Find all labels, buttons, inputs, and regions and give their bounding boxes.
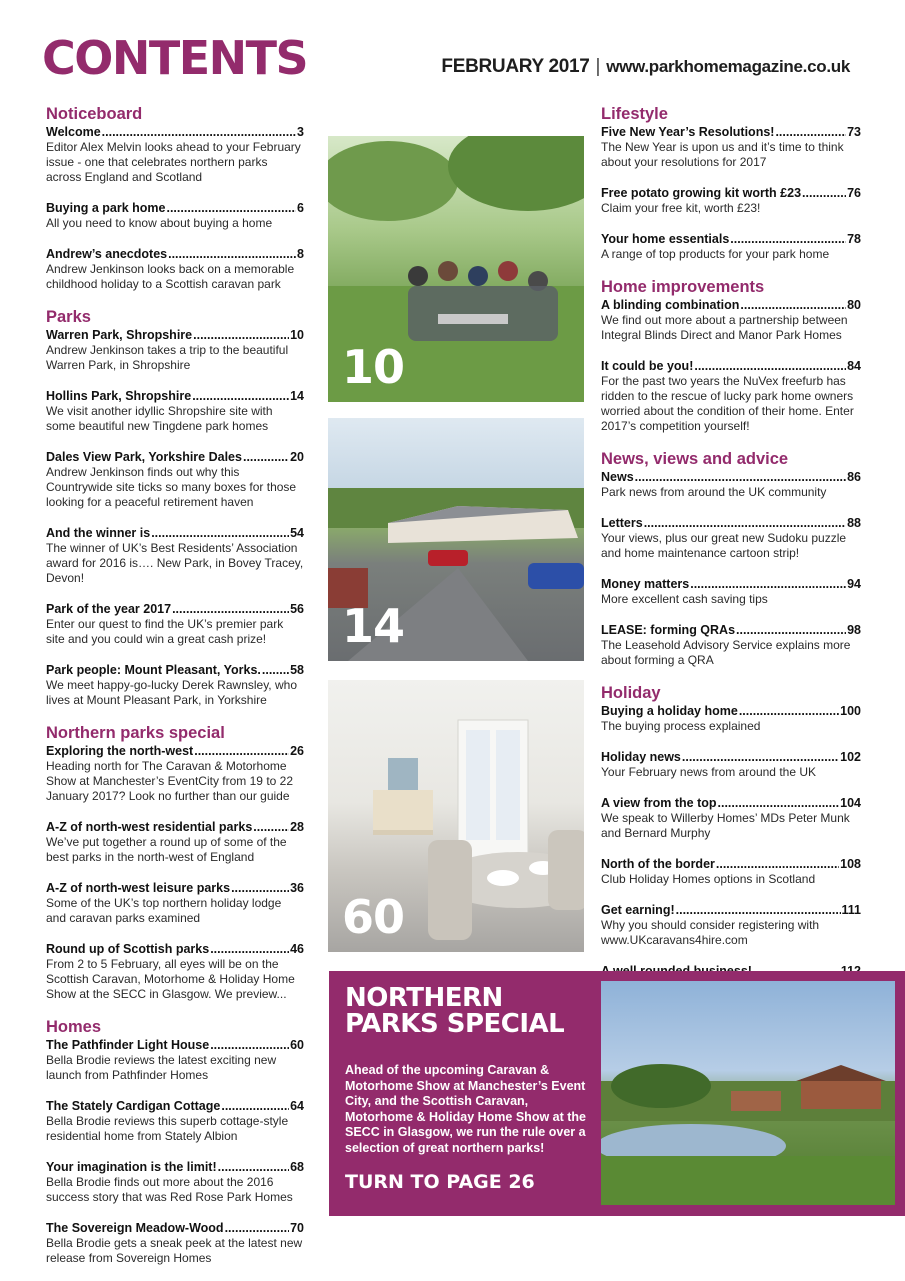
entry-title[interactable]: And the winner is [46, 526, 151, 540]
contents-entry-hollins-park-shropshire[interactable] [46, 388, 304, 434]
entry-title[interactable]: Money matters [601, 577, 690, 591]
entry-page-number[interactable]: 58 [290, 663, 304, 677]
section-parks [46, 307, 304, 708]
entry-title[interactable]: The Stately Cardigan Cottage [46, 1099, 221, 1113]
entry-page-number[interactable]: 26 [290, 744, 304, 758]
section-lifestyle [601, 104, 861, 262]
entry-page-number[interactable]: 68 [290, 1160, 304, 1174]
entry-head [46, 327, 304, 343]
entry-description: Andrew Jenkinson takes a trip to the beautiful Warren Park, in Shropshire [46, 343, 289, 372]
entry-head [601, 622, 861, 638]
contents-entry-the-stately-cardigan-cottage[interactable] [46, 1098, 304, 1144]
contents-entry-the-sovereign-meadow-wood[interactable] [46, 1220, 304, 1266]
contents-entry-get-earning[interactable] [601, 902, 861, 948]
leader-dots [102, 124, 296, 140]
banner-title: NORTHERN PARKS SPECIAL [345, 983, 565, 1039]
entry-page-number[interactable]: 28 [290, 820, 304, 834]
entry-description: We speak to Willerby Homes’ MDs Peter Munk and Bernard Murphy [601, 811, 850, 840]
entry-title[interactable]: News [601, 470, 634, 484]
contents-entry-your-home-essentials[interactable] [601, 231, 861, 262]
leader-dots [682, 749, 839, 765]
entry-head [601, 703, 861, 719]
leader-dots [694, 358, 846, 374]
leader-dots [730, 231, 846, 247]
lakeside-lodges-photo [601, 981, 895, 1205]
issue-separator: | [595, 56, 601, 77]
contents-entry-buying-a-park-home[interactable] [46, 200, 304, 231]
entry-title[interactable]: A-Z of north-west residential parks [46, 820, 253, 834]
entry-head [601, 856, 861, 872]
entry-head [46, 941, 304, 957]
leader-dots [151, 525, 289, 541]
contents-entry-a-z-of-north-west-residential-parks[interactable] [46, 819, 304, 865]
entry-page-number[interactable]: 98 [847, 623, 861, 637]
northern-parks-special-banner[interactable] [329, 971, 905, 1216]
entry-page-number[interactable]: 8 [297, 247, 304, 261]
leader-dots [221, 1098, 289, 1114]
entry-head [46, 1159, 304, 1175]
entry-head [46, 388, 304, 404]
section-heading: Parks [46, 308, 91, 326]
entry-title[interactable]: It could be you! [601, 359, 694, 373]
entry-head [46, 1098, 304, 1114]
contents-entry-letters[interactable] [601, 515, 861, 561]
entry-description: We visit another idyllic Shropshire site with some beautiful new Tingdene park homes [46, 404, 273, 433]
entry-head [46, 880, 304, 896]
entry-page-number[interactable]: 56 [290, 602, 304, 616]
leader-dots [690, 576, 846, 592]
leader-dots [644, 515, 846, 531]
section-holiday [601, 683, 861, 1009]
entry-title[interactable]: Your home essentials [601, 232, 730, 246]
entry-page-number[interactable]: 108 [840, 857, 861, 871]
entry-head [46, 662, 304, 678]
contents-entry-holiday-news[interactable] [601, 749, 861, 780]
leader-dots [740, 297, 846, 313]
leader-dots [736, 622, 846, 638]
leader-dots [243, 449, 289, 465]
entry-head [46, 246, 304, 262]
contents-entry-warren-park-shropshire[interactable] [46, 327, 304, 373]
entry-description: The Leasehold Advisory Service explains more about forming a QRA [601, 638, 851, 667]
photo-pathfinder-light-house[interactable] [328, 680, 584, 952]
entry-description: We meet happy-go-lucky Derek Rawnsley, who lives at Mount Pleasant Park, in Yorkshire [46, 678, 297, 707]
entry-description: Bella Brodie reviews this superb cottage-style residential home from Stately Albion [46, 1114, 289, 1143]
entry-head [601, 795, 861, 811]
entry-head [601, 124, 861, 140]
entry-title[interactable]: The Sovereign Meadow-Wood [46, 1221, 224, 1235]
entry-description: Editor Alex Melvin looks ahead to your February issue - one that celebrates northern parks across England and Scotland [46, 140, 301, 184]
entry-page-number[interactable]: 36 [290, 881, 304, 895]
entry-title[interactable]: LEASE: forming QRAs [601, 623, 736, 637]
entry-description: Bella Brodie finds out more about the 2016 success story that was Red Rose Park Homes [46, 1175, 293, 1204]
entry-title[interactable]: Warren Park, Shropshire [46, 328, 193, 342]
section-heading: Home improvements [601, 278, 765, 296]
leader-dots [262, 662, 289, 678]
leader-dots [192, 388, 289, 404]
entry-page-number[interactable]: 88 [847, 516, 861, 530]
entry-page-number[interactable]: 54 [290, 526, 304, 540]
entry-title[interactable]: Park of the year 2017 [46, 602, 172, 616]
entry-head [46, 124, 304, 140]
entry-title[interactable]: A blinding combination [601, 298, 740, 312]
leader-dots [716, 856, 839, 872]
entry-description: The winner of UK’s Best Residents’ Association award for 2016 is…. New Park, in Bovey Tracey, Devon! [46, 541, 304, 585]
contents-entry-dales-view-park-yorkshire-dales[interactable] [46, 449, 304, 510]
entry-page-number[interactable]: 78 [847, 232, 861, 246]
leader-dots [172, 601, 289, 617]
leader-dots [225, 1220, 290, 1236]
section-home-improvements [601, 277, 861, 434]
entry-description: The buying process explained [601, 719, 761, 733]
entry-description: From 2 to 5 February, all eyes will be on the Scottish Caravan, Motorhome & Holiday Home Show at the SECC in Glasgow. We preview... [46, 957, 295, 1001]
entry-head [46, 525, 304, 541]
entry-title[interactable]: The Pathfinder Light House [46, 1038, 210, 1052]
contents-entry-exploring-the-north-west[interactable] [46, 743, 304, 804]
entry-description: Club Holiday Homes options in Scotland [601, 872, 816, 886]
section-heading: Holiday [601, 684, 661, 702]
contents-entry-welcome[interactable] [46, 124, 304, 185]
contents-entry-your-imagination-is-the-limit[interactable] [46, 1159, 304, 1205]
leader-dots [231, 880, 289, 896]
leader-dots [676, 902, 841, 918]
entry-page-number[interactable]: 46 [290, 942, 304, 956]
leader-dots [166, 200, 296, 216]
entry-page-number[interactable]: 6 [297, 201, 304, 215]
contents-entry-a-blinding-combination[interactable] [601, 297, 861, 343]
contents-left-column [46, 98, 304, 1281]
section-heading: Noticeboard [46, 105, 143, 123]
entry-title[interactable]: Buying a holiday home [601, 704, 738, 718]
contents-entry-a-view-from-the-top[interactable] [601, 795, 861, 841]
entry-page-number[interactable]: 64 [290, 1099, 304, 1113]
entry-page-number[interactable]: 104 [840, 796, 861, 810]
entry-page-number[interactable]: 73 [847, 125, 861, 139]
photo-hollins-park[interactable] [328, 418, 584, 661]
entry-page-number[interactable]: 14 [290, 389, 304, 403]
photo1-page-number: 10 [342, 340, 405, 394]
entry-title[interactable]: A view from the top [601, 796, 717, 810]
leader-dots [775, 124, 846, 140]
entry-title[interactable]: Round up of Scottish parks [46, 942, 210, 956]
entry-head [601, 297, 861, 313]
contents-entry-lease-forming-qras[interactable] [601, 622, 861, 668]
contents-entry-park-of-the-year-2017[interactable] [46, 601, 304, 647]
entry-head [46, 200, 304, 216]
entry-description: More excellent cash saving tips [601, 592, 768, 606]
entry-page-number[interactable]: 80 [847, 298, 861, 312]
entry-head [601, 576, 861, 592]
entry-description: Heading north for The Caravan & Motorhome Show at Manchester’s EventCity from 19 to 22 January 2017? Look no further than our guide [46, 759, 294, 803]
issue-info [441, 56, 850, 78]
section-noticeboard [46, 104, 304, 292]
contents-entry-five-new-year-s-resolutions[interactable] [601, 124, 861, 170]
entry-title[interactable]: A-Z of north-west leisure parks [46, 881, 231, 895]
contents-entry-the-pathfinder-light-house[interactable] [46, 1037, 304, 1083]
section-heading: Homes [46, 1018, 102, 1036]
contents-entry-round-up-of-scottish-parks[interactable] [46, 941, 304, 1002]
photo3-page-number: 60 [342, 890, 405, 944]
contents-entry-andrew-s-anecdotes[interactable] [46, 246, 304, 292]
entry-page-number[interactable]: 102 [840, 750, 861, 764]
leader-dots [210, 1037, 289, 1053]
entry-description: We find out more about a partnership between Integral Blinds Direct and Manor Park Homes [601, 313, 848, 342]
section-heading: Northern parks special [46, 724, 225, 742]
contents-entry-north-of-the-border[interactable] [601, 856, 861, 887]
entry-head [46, 1220, 304, 1236]
entry-title[interactable]: Park people: Mount Pleasant, Yorks. [46, 663, 261, 677]
entry-description: Bella Brodie reviews the latest exciting new launch from Pathfinder Homes [46, 1053, 277, 1082]
entry-page-number[interactable]: 86 [847, 470, 861, 484]
entry-title[interactable]: Five New Year’s Resolutions! [601, 125, 775, 139]
entry-description: Your views, plus our great new Sudoku puzzle and home maintenance cartoon strip! [601, 531, 847, 560]
entry-description: Andrew Jenkinson finds out why this Countrywide site ticks so many boxes for those looking for a peaceful retirement haven [46, 465, 297, 509]
photo2-page-number: 14 [342, 599, 405, 653]
entry-title[interactable]: Get earning! [601, 903, 675, 917]
entry-head [46, 601, 304, 617]
entry-head [601, 185, 861, 201]
entry-page-number[interactable]: 3 [297, 125, 304, 139]
contents-entry-a-z-of-north-west-leisure-parks[interactable] [46, 880, 304, 926]
entry-head [46, 743, 304, 759]
entry-description: A range of top products for your park home [601, 247, 830, 261]
issue-date: FEBRUARY 2017 [441, 56, 590, 77]
contents-entry-news[interactable] [601, 469, 861, 500]
entry-title[interactable]: North of the border [601, 857, 715, 871]
entry-page-number[interactable]: 60 [290, 1038, 304, 1052]
leader-dots [168, 246, 296, 262]
leader-dots [718, 795, 840, 811]
banner-cta[interactable]: TURN TO PAGE 26 [345, 1171, 535, 1193]
entry-description: Andrew Jenkinson looks back on a memorable childhood holiday to a Scottish caravan park [46, 262, 295, 291]
contents-entry-and-the-winner-is[interactable] [46, 525, 304, 586]
section-news-views-advice [601, 449, 861, 668]
entry-page-number[interactable]: 111 [841, 903, 861, 917]
entry-description: Why you should consider registering with www.UKcaravans4hire.com [601, 918, 820, 947]
entry-description: Claim your free kit, worth £23! [601, 201, 761, 215]
entry-title[interactable]: Buying a park home [46, 201, 166, 215]
leader-dots [194, 743, 289, 759]
entry-title[interactable]: Andrew’s anecdotes [46, 247, 168, 261]
entry-description: Some of the UK’s top northern holiday lodge and caravan parks examined [46, 896, 282, 925]
entry-description: Your February news from around the UK [601, 765, 816, 779]
entry-head [46, 449, 304, 465]
leader-dots [635, 469, 846, 485]
contents-entry-free-potato-growing-kit-worth-23[interactable] [601, 185, 861, 216]
entry-title[interactable]: Dales View Park, Yorkshire Dales [46, 450, 242, 464]
entry-description: For the past two years the NuVex freefurb has ridden to the rescue of lucky park home owners worried about the condition of their home. Enter 2017’s competition yourself! [601, 374, 854, 433]
leader-dots [802, 185, 846, 201]
banner-photo-lakeside-park [601, 981, 895, 1205]
section-heading: News, views and advice [601, 450, 789, 468]
entry-description: All you need to know about buying a home [46, 216, 273, 230]
entry-description: The New Year is upon us and it’s time to think about your resolutions for 2017 [601, 140, 844, 169]
contents-entry-money-matters[interactable] [601, 576, 861, 607]
entry-title[interactable]: Free potato growing kit worth £23 [601, 186, 802, 200]
entry-head [46, 1037, 304, 1053]
leader-dots [253, 819, 289, 835]
entry-title[interactable]: Your imagination is the limit! [46, 1160, 217, 1174]
entry-description: Park news from around the UK community [601, 485, 827, 499]
contents-right-column [601, 98, 861, 1024]
section-northern-parks [46, 723, 304, 1002]
entry-head [601, 902, 861, 918]
entry-head [601, 358, 861, 374]
section-heading: Lifestyle [601, 105, 668, 123]
entry-head [601, 231, 861, 247]
banner-description: Ahead of the upcoming Caravan & Motorhome Show at Manchester’s Event City, and the Scottish Caravan, Motorhome & Holiday Home Show at the SECC in Glasgow, we run the rule over a selection of great northern parks! [345, 1063, 586, 1155]
page-title: CONTENTS [42, 31, 308, 85]
entry-title[interactable]: Letters [601, 516, 643, 530]
entry-description: We’ve put together a round up of some of the best parks in the north-west of England [46, 835, 287, 864]
entry-page-number[interactable]: 70 [290, 1221, 304, 1235]
contents-entry-it-could-be-you[interactable] [601, 358, 861, 434]
section-homes [46, 1017, 304, 1266]
entry-title[interactable]: Hollins Park, Shropshire [46, 389, 192, 403]
entry-head [601, 469, 861, 485]
entry-page-number[interactable]: 76 [847, 186, 861, 200]
entry-title[interactable]: Welcome [46, 125, 101, 139]
contents-entry-buying-a-holiday-home[interactable] [601, 703, 861, 734]
contents-entry-park-people-mount-pleasant-yorks[interactable] [46, 662, 304, 708]
photo-warren-park[interactable] [328, 136, 584, 402]
leader-dots [218, 1159, 289, 1175]
entry-head [601, 749, 861, 765]
leader-dots [210, 941, 289, 957]
entry-title[interactable]: Holiday news [601, 750, 681, 764]
entry-title[interactable]: Exploring the north-west [46, 744, 194, 758]
entry-description: Enter our quest to find the UK’s premier park site and you could win a great cash prize! [46, 617, 284, 646]
leader-dots [193, 327, 289, 343]
entry-page-number[interactable]: 94 [847, 577, 861, 591]
website-link[interactable]: www.parkhomemagazine.co.uk [606, 57, 850, 76]
entry-head [46, 819, 304, 835]
entry-head [601, 515, 861, 531]
entry-page-number[interactable]: 10 [290, 328, 304, 342]
entry-page-number[interactable]: 100 [840, 704, 861, 718]
entry-page-number[interactable]: 84 [847, 359, 861, 373]
entry-description: Bella Brodie gets a sneak peek at the latest new release from Sovereign Homes [46, 1236, 303, 1265]
leader-dots [739, 703, 839, 719]
entry-page-number[interactable]: 20 [290, 450, 304, 464]
